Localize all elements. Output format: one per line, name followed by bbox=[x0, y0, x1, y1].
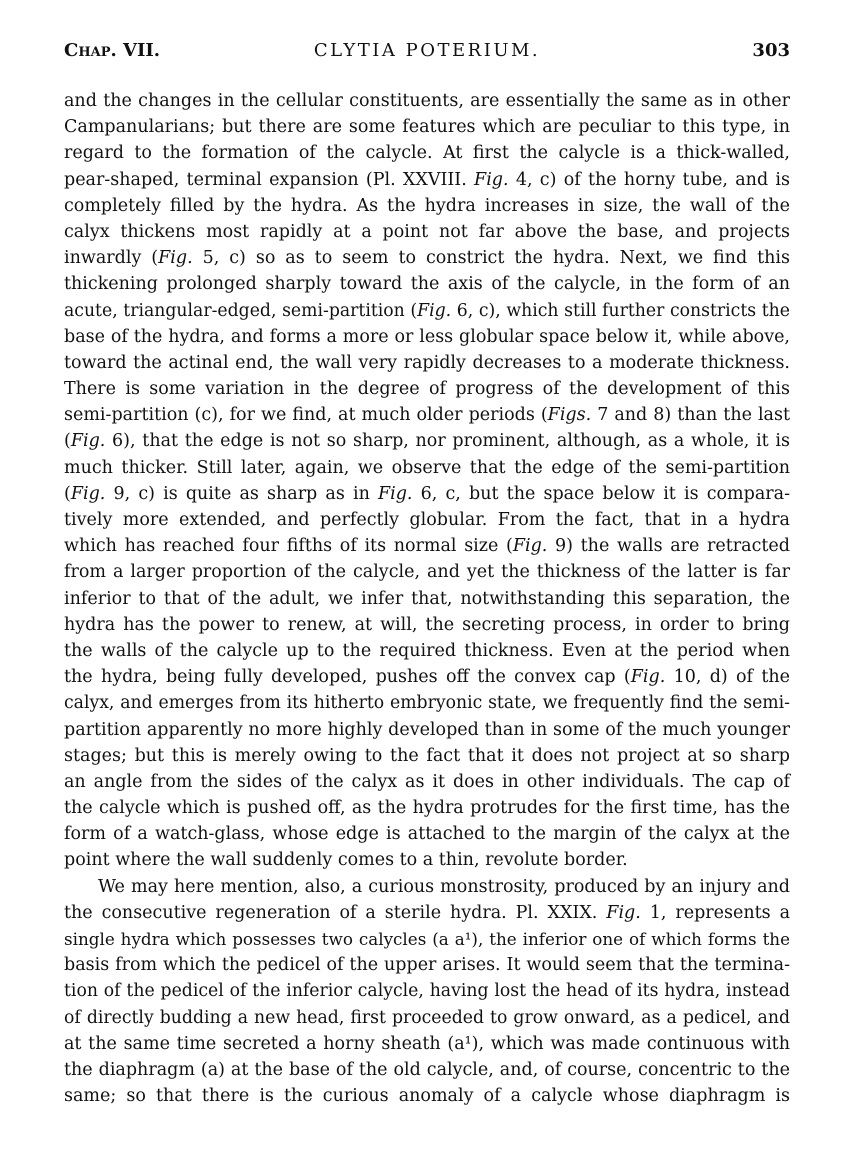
text-line: thickening prolonged sharply toward the axis of the calycle, in the form of an bbox=[64, 274, 790, 295]
text-line: the walls of the calycle up to the required thickness. Even at the period when bbox=[64, 640, 790, 661]
text-line: pear-shaped, terminal expansion (Pl. XXVIII. Fig. 4, c) of the horny tube, and is bbox=[64, 169, 790, 190]
text-line: single hydra which possesses two calycles (a a¹), the inferior one of which forms the bbox=[64, 929, 790, 949]
text-line: toward the actinal end, the wall very rapidly decreases to a moderate thickness. bbox=[64, 352, 790, 373]
text-line: which has reached four fifths of its normal size (Fig. 9) the walls are retracted bbox=[64, 536, 790, 557]
body-text bbox=[64, 88, 790, 1109]
text-line: from a larger proportion of the calycle, and yet the thickness of the latter is far bbox=[64, 562, 790, 583]
text-line: at the same time secreted a horny sheath (a¹), which was made continuous with bbox=[64, 1033, 790, 1054]
text-line: partition apparently no more highly developed than in some of the much younger bbox=[64, 719, 790, 740]
text-line: (Fig. 9, c) is quite as sharp as in Fig. 6, c, but the space below it is compara- bbox=[64, 483, 790, 504]
text-line: semi-partition (c), for we find, at much older periods (Figs. 7 and 8) than the last bbox=[64, 405, 791, 426]
text-line: basis from which the pedicel of the upper arises. It would seem that the termina- bbox=[64, 955, 790, 976]
text-line: the calycle which is pushed off, as the hydra protrudes for the first time, has the bbox=[64, 798, 790, 819]
chapter-label: Chap. VII. bbox=[64, 40, 161, 61]
text-line: an angle from the sides of the calyx as it does in other individuals. The cap of bbox=[64, 771, 790, 792]
text-line: inferior to that of the adult, we infer that, notwithstanding this separation, the bbox=[64, 588, 790, 609]
text-line: (Fig. 6), that the edge is not so sharp, nor prominent, although, as a whole, it is bbox=[64, 431, 790, 452]
text-line: the diaphragm (a) at the base of the old calycle, and, of course, concentric to the bbox=[64, 1059, 790, 1080]
text-line: tion of the pedicel of the inferior calycle, having lost the head of its hydra, instead bbox=[64, 981, 790, 1002]
text-line: base of the hydra, and forms a more or less globular space below it, while above, bbox=[64, 326, 790, 347]
text-line: regard to the formation of the calycle. At first the calycle is a thick-walled, bbox=[64, 143, 790, 164]
text-line: inwardly (Fig. 5, c) so as to seem to constrict the hydra. Next, we find this bbox=[64, 248, 790, 269]
text-line: same; so that there is the curious anomaly of a calycle whose diaphragm is bbox=[64, 1086, 790, 1107]
paragraph-end-line: point where the wall suddenly comes to a thin, revolute border. bbox=[64, 850, 628, 871]
text-line: much thicker. Still later, again, we observe that the edge of the semi-partition bbox=[64, 457, 790, 478]
paragraph-start-line: We may here mention, also, a curious monstrosity, produced by an injury and bbox=[98, 876, 790, 897]
page-number: 303 bbox=[752, 40, 790, 61]
text-line: the hydra, being fully developed, pushes off the convex cap (Fig. 10, d) of the bbox=[64, 667, 790, 688]
text-line: form of a watch-glass, whose edge is attached to the margin of the calyx at the bbox=[64, 824, 790, 845]
text-line: completely filled by the hydra. As the hydra increases in size, the wall of the bbox=[64, 195, 790, 216]
text-line: stages; but this is merely owing to the fact that it does not project at so sharp bbox=[64, 745, 790, 766]
text-line: calyx thickens most rapidly at a point not far above the base, and projects bbox=[64, 221, 790, 242]
text-line: acute, triangular-edged, semi-partition (Fig. 6, c), which still further constricts the bbox=[64, 300, 790, 321]
running-title: CLYTIA POTERIUM. bbox=[313, 40, 541, 61]
text-line: Campanularians; but there are some features which are peculiar to this type, in bbox=[64, 117, 790, 138]
text-line: and the changes in the cellular constituents, are essentially the same as in other bbox=[64, 91, 790, 111]
text-line: of directly budding a new head, first proceeded to grow onward, as a pedicel, and bbox=[64, 1007, 790, 1028]
text-line: calyx, and emerges from its hitherto embryonic state, we frequently find the semi- bbox=[64, 693, 790, 714]
text-line: tively more extended, and perfectly globular. From the fact, that in a hydra bbox=[64, 510, 790, 530]
running-head bbox=[64, 40, 790, 70]
text-line: hydra has the power to renew, at will, the secreting process, in order to bring bbox=[64, 614, 790, 635]
text-line: There is some variation in the degree of progress of the development of this bbox=[64, 379, 790, 400]
text-line: the consecutive regeneration of a sterile hydra. Pl. XXIX. Fig. 1, represents a bbox=[64, 902, 790, 923]
